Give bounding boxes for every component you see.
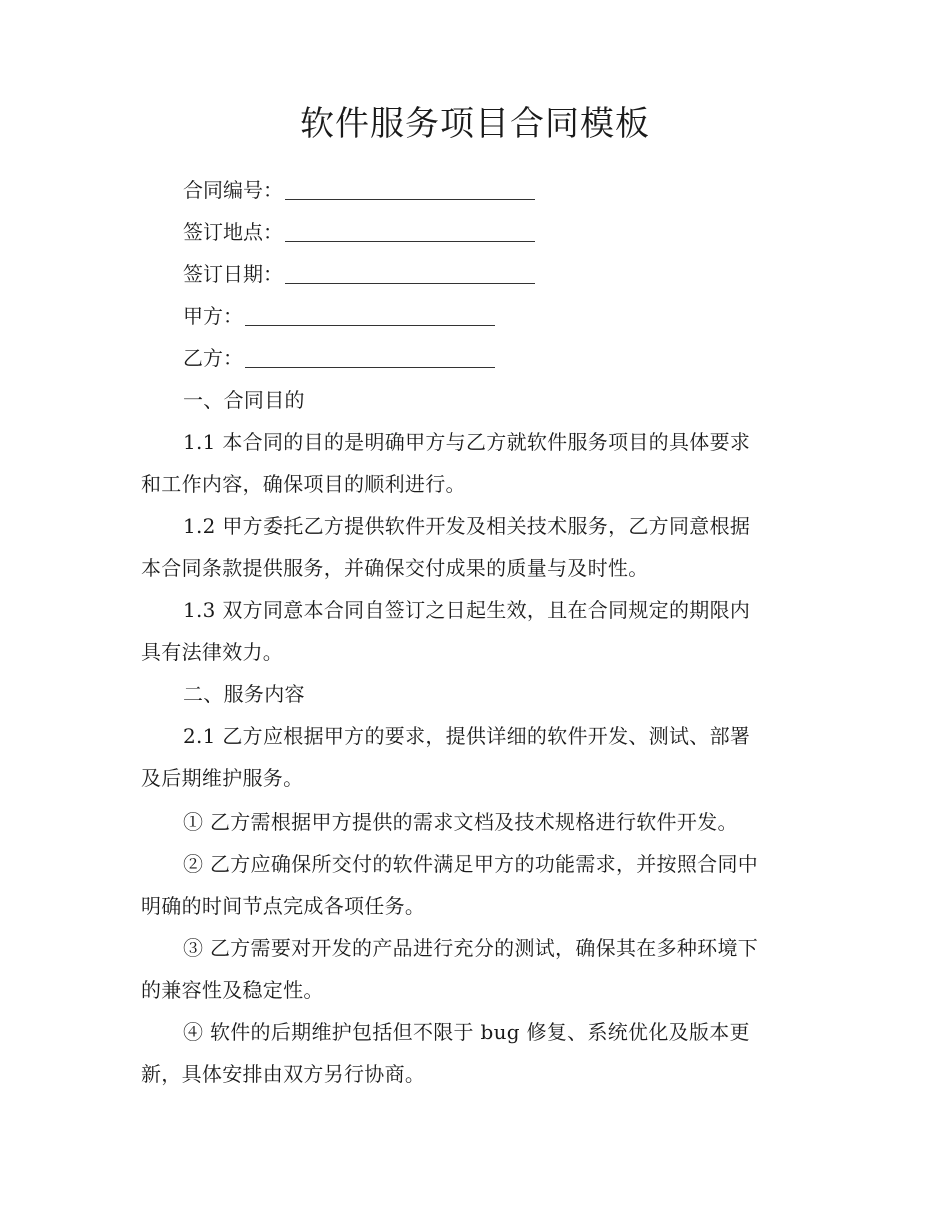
signing-date-label: 签订日期： [183, 262, 283, 286]
clause-2-1-line-2: 及后期维护服务。 [141, 766, 304, 790]
signing-date-field [183, 259, 535, 289]
item-4-line-2: 新，具体安排由双方另行协商。 [141, 1062, 426, 1086]
contract-number-blank[interactable] [285, 175, 535, 200]
signing-place-label: 签订地点： [183, 220, 283, 244]
contract-number-field [183, 175, 535, 205]
item-1-line-1: ① 乙方需根据甲方提供的需求文档及技术规格进行软件开发。 [183, 810, 738, 834]
clause-1-2-line-2: 本合同条款提供服务，并确保交付成果的质量与及时性。 [141, 556, 649, 580]
item-4-line-1: ④ 软件的后期维护包括但不限于 bug 修复、系统优化及版本更 [183, 1020, 750, 1044]
party-a-field [183, 301, 495, 331]
item-2-line-1: ② 乙方应确保所交付的软件满足甲方的功能需求，并按照合同中 [183, 852, 759, 876]
item-3-line-2: 的兼容性及稳定性。 [141, 978, 324, 1002]
party-b-field [183, 343, 495, 373]
clause-1-2-line-1: 1.2 甲方委托乙方提供软件开发及相关技术服务，乙方同意根据 [183, 514, 751, 538]
document-title: 软件服务项目合同模板 [300, 104, 650, 144]
clause-1-3-line-1: 1.3 双方同意本合同自签订之日起生效，且在合同规定的期限内 [183, 598, 751, 622]
section-2-heading: 二、服务内容 [183, 682, 305, 706]
party-a-blank[interactable] [245, 301, 495, 326]
contract-number-label: 合同编号： [183, 178, 283, 202]
signing-place-field [183, 217, 535, 247]
clause-1-1-line-2: 和工作内容，确保项目的顺利进行。 [141, 472, 466, 496]
signing-date-blank[interactable] [285, 259, 535, 284]
item-2-line-2: 明确的时间节点完成各项任务。 [141, 894, 426, 918]
party-b-blank[interactable] [245, 343, 495, 368]
party-b-label: 乙方： [183, 346, 243, 370]
clause-1-3-line-2: 具有法律效力。 [141, 640, 284, 664]
section-1-heading: 一、合同目的 [183, 388, 305, 412]
clause-2-1-line-1: 2.1 乙方应根据甲方的要求，提供详细的软件开发、测试、部署 [183, 724, 751, 748]
clause-1-1-line-1: 1.1 本合同的目的是明确甲方与乙方就软件服务项目的具体要求 [183, 430, 751, 454]
item-3-line-1: ③ 乙方需要对开发的产品进行充分的测试，确保其在多种环境下 [183, 936, 759, 960]
signing-place-blank[interactable] [285, 217, 535, 242]
party-a-label: 甲方： [183, 304, 243, 328]
